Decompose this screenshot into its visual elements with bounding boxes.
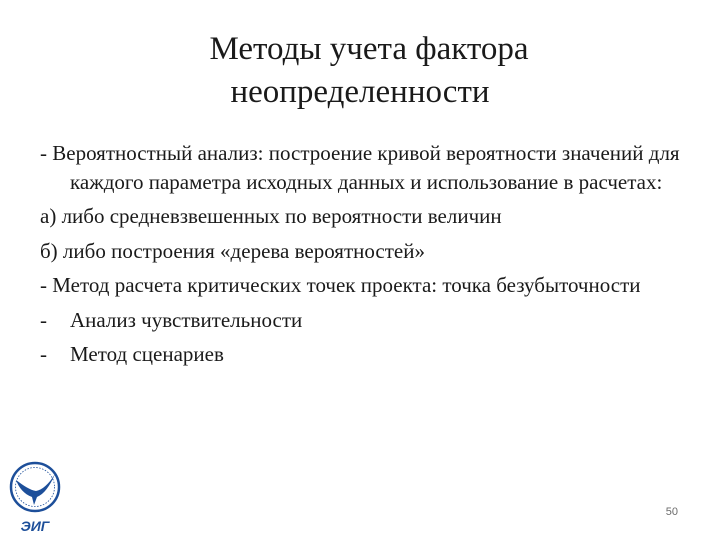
list-dash: -	[40, 307, 47, 332]
slide-title-line-1: Методы учета фактора	[209, 31, 529, 67]
bird-emblem-icon	[6, 460, 64, 536]
svg-text:ЭИГ: ЭИГ	[20, 518, 50, 534]
page-number: 50	[665, 506, 678, 518]
slide-title	[0, 28, 720, 114]
list-item	[40, 306, 680, 335]
paragraph-critical-points: - Метод расчета критических точек проекта: точка безубыточности	[40, 273, 641, 297]
list-item-label: Анализ чувствительности	[70, 307, 303, 332]
paragraph-option-a: а) либо средневзвешенных по вероятности величин	[40, 204, 502, 228]
paragraph-option-b: б) либо построения «дерева вероятностей»	[40, 238, 425, 263]
list-item	[40, 340, 680, 369]
list-dash: -	[40, 342, 47, 366]
slide-title-line-2: неопределенности	[230, 74, 490, 110]
paragraph-probabilistic-analysis: - Вероятностный анализ: построение кривой вероятности значений для каждого параметра исходных данных и использование в расчетах:	[40, 141, 680, 194]
slide-body	[40, 139, 680, 375]
methods-list	[40, 306, 680, 369]
list-item-label: Метод сценариев	[70, 342, 224, 366]
